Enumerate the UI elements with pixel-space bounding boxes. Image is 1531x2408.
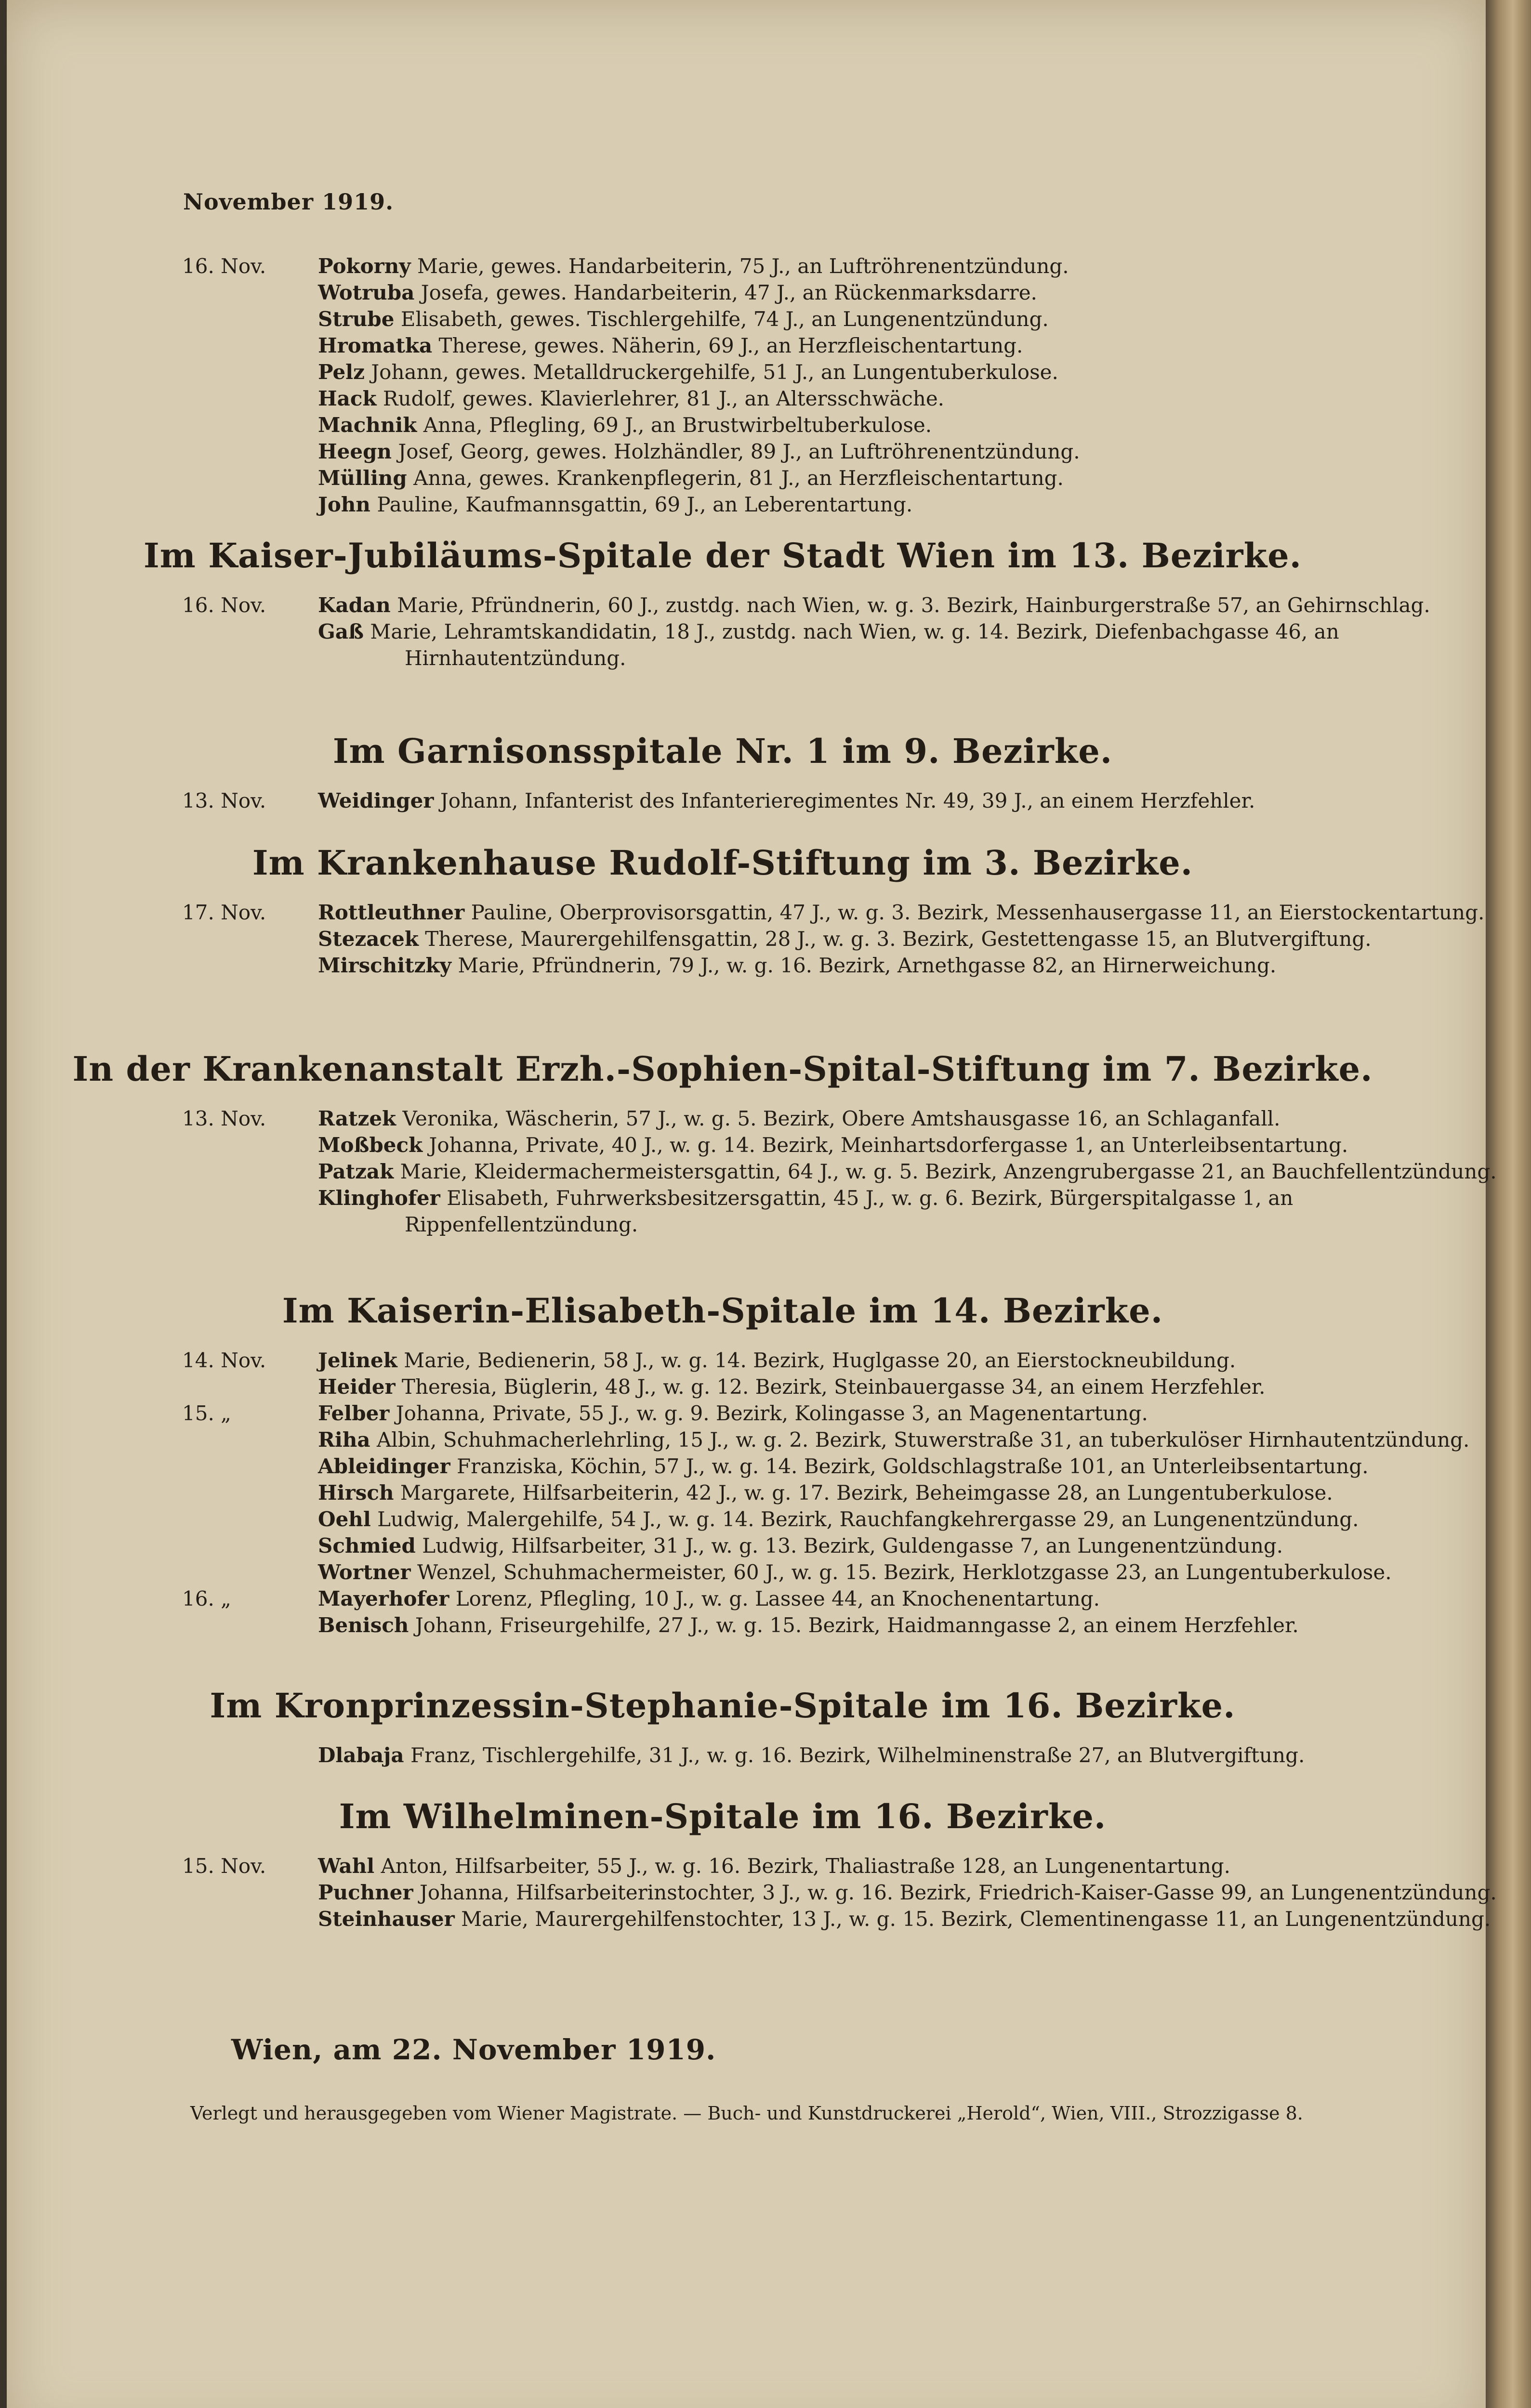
entry-details: Marie, Lehramtskandidatin, 18 J., zustdg. nach Wien, w. g. 14. Bezirk, Diefenbachgasse 46, an Hirnhautentzündung. xyxy=(364,620,1339,670)
closing-date-line: Wien, am 22. November 1919. xyxy=(231,2033,716,2066)
entry-details: Pauline, Oberprovisorsgattin, 47 J., w. g. 3. Bezirk, Messenhausergasse 11, an Eierstockentartung. xyxy=(464,901,1485,924)
deceased-surname: Hromatka xyxy=(318,334,433,357)
deceased-surname: Kadan xyxy=(318,593,391,617)
deceased-surname: Hirsch xyxy=(318,1481,394,1505)
entry-date: 16. Nov. xyxy=(182,593,266,617)
entry-text xyxy=(318,1453,1522,1479)
death-entry xyxy=(0,1453,1479,1479)
entry-details: Wenzel, Schuhmachermeister, 60 J., w. g. 15. Bezirk, Herklotzgasse 23, an Lungentuberkulose. xyxy=(410,1560,1392,1584)
entry-details: Josefa, gewes. Handarbeiterin, 47 J., an Rückenmarksdarre. xyxy=(414,281,1037,304)
entry-text xyxy=(318,1906,1522,1932)
entry-details: Theresia, Büglerin, 48 J., w. g. 12. Bezirk, Steinbauergasse 34, an einem Herzfehler. xyxy=(395,1375,1266,1399)
entry-text xyxy=(318,952,1522,979)
deceased-surname: Klinghofer xyxy=(318,1186,440,1210)
entry-text xyxy=(318,332,1522,359)
entry-details: Therese, Maurergehilfensgattin, 28 J., w. g. 3. Bezirk, Gestettengasse 15, an Blutvergiftung. xyxy=(418,927,1372,951)
hospital-section xyxy=(0,731,1479,814)
hospital-section xyxy=(0,1686,1479,1768)
entry-details: Marie, gewes. Handarbeiterin, 75 J., an Luftröhrenentzündung. xyxy=(410,254,1069,278)
entry-details: Josef, Georg, gewes. Holzhändler, 89 J., an Luftröhrenentzündung. xyxy=(392,440,1080,463)
deceased-surname: Moßbeck xyxy=(318,1133,423,1157)
entry-text xyxy=(318,1879,1522,1906)
entry-text xyxy=(318,306,1522,332)
entry-text xyxy=(318,1158,1522,1185)
entry-text xyxy=(318,1479,1522,1506)
entry-text xyxy=(318,279,1522,306)
entry-date: 16. „ xyxy=(182,1587,231,1610)
entry-details: Margarete, Hilfsarbeiterin, 42 J., w. g. 17. Bezirk, Beheimgasse 28, an Lungentuberkulose. xyxy=(394,1481,1333,1505)
section-heading: Im Wilhelminen-Spitale im 16. Bezirke. xyxy=(339,1796,1107,1836)
entry-text xyxy=(318,926,1522,952)
entry-details: Elisabeth, Fuhrwerksbesitzersgattin, 45 J., w. g. 6. Bezirk, Bürgerspitalgasse 1, an Rippenfellentzündung. xyxy=(405,1186,1293,1236)
deceased-surname: Machnik xyxy=(318,413,417,437)
entry-details: Elisabeth, gewes. Tischlergehilfe, 74 J., an Lungenentzündung. xyxy=(394,307,1049,331)
deceased-surname: Wahl xyxy=(318,1854,375,1878)
death-entry xyxy=(0,1347,1479,1374)
entry-date: 13. Nov. xyxy=(182,1107,266,1130)
entry-text xyxy=(318,491,1522,518)
death-entry xyxy=(0,618,1479,671)
hospital-section xyxy=(0,536,1479,671)
deceased-surname: Patzak xyxy=(318,1160,394,1183)
death-entry xyxy=(0,1506,1479,1532)
deceased-surname: Oehl xyxy=(318,1507,371,1531)
entry-details: Johann, Friseurgehilfe, 27 J., w. g. 15. Bezirk, Haidmanngasse 2, an einem Herzfehler. xyxy=(409,1613,1299,1637)
entry-text xyxy=(318,899,1522,926)
death-entry xyxy=(0,1585,1479,1612)
entry-text xyxy=(318,1374,1522,1400)
entry-details: Veronika, Wäscherin, 57 J., w. g. 5. Bezirk, Obere Amtshausgasse 16, an Schlaganfall. xyxy=(396,1107,1280,1130)
death-entry xyxy=(0,332,1479,359)
entry-details: Marie, Pfründnerin, 79 J., w. g. 16. Bezirk, Arnethgasse 82, an Hirnerweichung. xyxy=(451,954,1277,977)
entry-details: Franz, Tischlergehilfe, 31 J., w. g. 16. Bezirk, Wilhelminenstraße 27, an Blutvergiftung. xyxy=(404,1743,1305,1767)
entry-details: Anna, gewes. Krankenpflegerin, 81 J., an Herzfleischentartung. xyxy=(407,466,1064,490)
entry-text xyxy=(318,1853,1522,1879)
section-heading: Im Kaiser-Jubiläums-Spitale der Stadt Wien im 13. Bezirke. xyxy=(144,536,1302,576)
death-entry xyxy=(0,253,1479,279)
deceased-surname: John xyxy=(318,493,370,516)
hospital-section xyxy=(0,253,1479,518)
death-entry xyxy=(0,1559,1479,1585)
deceased-surname: Ableidinger xyxy=(318,1454,450,1478)
entry-text xyxy=(318,1532,1522,1559)
entry-date: 17. Nov. xyxy=(182,901,266,924)
deceased-surname: Weidinger xyxy=(318,789,434,812)
entry-text xyxy=(318,592,1522,618)
death-entry xyxy=(0,1374,1479,1400)
death-entry xyxy=(0,306,1479,332)
death-entry xyxy=(0,412,1479,438)
deceased-surname: Mirschitzky xyxy=(318,954,452,977)
deceased-surname: Strube xyxy=(318,307,395,331)
month-header: November 1919. xyxy=(183,189,394,215)
entry-text xyxy=(318,438,1522,465)
hospital-section xyxy=(0,1049,1497,1238)
entry-date: 13. Nov. xyxy=(182,789,266,812)
section-heading: Im Kronprinzessin-Stephanie-Spitale im 16. Bezirke. xyxy=(210,1686,1236,1726)
death-entry xyxy=(0,359,1479,385)
entry-text xyxy=(318,359,1522,385)
entry-text xyxy=(318,385,1522,412)
entry-details: Marie, Bedienerin, 58 J., w. g. 14. Bezirk, Huglgasse 20, an Eierstockneubildung. xyxy=(397,1348,1236,1372)
deceased-surname: Puchner xyxy=(318,1881,413,1904)
death-entry xyxy=(0,438,1479,465)
deceased-surname: Ratzek xyxy=(318,1107,396,1130)
deceased-surname: Mülling xyxy=(318,466,407,490)
deceased-surname: Mayerhofer xyxy=(318,1587,449,1610)
death-entry xyxy=(0,279,1479,306)
entry-text xyxy=(318,1347,1522,1374)
death-entry xyxy=(0,1132,1479,1158)
entry-text xyxy=(318,1742,1522,1768)
death-entry xyxy=(0,1158,1497,1185)
entry-details: Marie, Pfründnerin, 60 J., zustdg. nach Wien, w. g. 3. Bezirk, Hainburgerstraße 57, an Gehirnschlag. xyxy=(390,593,1430,617)
death-entry xyxy=(0,592,1479,618)
entry-text xyxy=(318,618,1522,671)
entry-details: Johanna, Private, 55 J., w. g. 9. Bezirk, Kolingasse 3, an Magenentartung. xyxy=(389,1401,1148,1425)
deceased-surname: Heider xyxy=(318,1375,396,1399)
deceased-surname: Wotruba xyxy=(318,281,415,304)
deceased-surname: Felber xyxy=(318,1401,390,1425)
entry-details: Pauline, Kaufmannsgattin, 69 J., an Leberentartung. xyxy=(370,493,913,516)
deceased-surname: Gaß xyxy=(318,620,364,643)
entry-text xyxy=(318,1585,1522,1612)
entry-text xyxy=(318,1506,1522,1532)
entry-text xyxy=(318,1426,1522,1453)
deceased-surname: Stezacek xyxy=(318,927,419,951)
deceased-surname: Pelz xyxy=(318,360,365,384)
section-heading: Im Krankenhause Rudolf-Stiftung im 3. Bezirke. xyxy=(252,843,1193,883)
entry-details: Marie, Maurergehilfenstochter, 13 J., w. g. 15. Bezirk, Clementinengasse 11, an Lungenentzündung. xyxy=(454,1907,1491,1931)
death-entry xyxy=(0,1906,1491,1932)
hospital-section xyxy=(0,1796,1497,1932)
death-entry xyxy=(0,926,1479,952)
death-entry xyxy=(0,1185,1479,1238)
deceased-surname: Pokorny xyxy=(318,254,411,278)
entry-details: Albin, Schuhmacherlehrling, 15 J., w. g. 2. Bezirk, Stuwerstraße 31, an tuberkulöser Hirnhautentzündung. xyxy=(370,1428,1470,1452)
section-heading: In der Krankenanstalt Erzh.-Sophien-Spital-Stiftung im 7. Bezirke. xyxy=(72,1049,1373,1089)
entry-details: Ludwig, Malergehilfe, 54 J., w. g. 14. Bezirk, Rauchfangkehrergasse 29, an Lungenentzündung. xyxy=(370,1507,1359,1531)
deceased-surname: Heegn xyxy=(318,440,392,463)
death-entry xyxy=(0,952,1479,979)
death-entry xyxy=(0,1479,1479,1506)
death-entry xyxy=(0,1400,1479,1426)
deceased-surname: Dlabaja xyxy=(318,1743,404,1767)
entry-details: Johann, Infanterist des Infanterieregimentes Nr. 49, 39 J., an einem Herzfehler. xyxy=(434,789,1255,812)
entry-details: Anton, Hilfsarbeiter, 55 J., w. g. 16. Bezirk, Thaliastraße 128, an Lungenentartung. xyxy=(374,1854,1231,1878)
death-entry xyxy=(0,787,1479,814)
death-entry xyxy=(0,1105,1479,1132)
entry-details: Ludwig, Hilfsarbeiter, 31 J., w. g. 13. Bezirk, Guldengasse 7, an Lungenentzündung. xyxy=(415,1534,1283,1557)
publisher-imprint: Verlegt und herausgegeben vom Wiener Magistrate. — Buch- und Kunstdruckerei „Herold“, Wien, VIII., Strozzigasse 8. xyxy=(190,2103,1303,2124)
deceased-surname: Wortner xyxy=(318,1560,411,1584)
entry-details: Anna, Pflegling, 69 J., an Brustwirbeltuberkulose. xyxy=(417,413,932,437)
death-entry xyxy=(0,1532,1479,1559)
entry-text xyxy=(318,253,1522,279)
deceased-surname: Schmied xyxy=(318,1534,416,1557)
hospital-section xyxy=(0,843,1485,979)
entry-date: 15. „ xyxy=(182,1401,231,1425)
death-entry xyxy=(0,1742,1479,1768)
death-entry xyxy=(0,899,1485,926)
section-heading: Im Garnisonsspitale Nr. 1 im 9. Bezirke. xyxy=(332,731,1113,771)
deceased-surname: Riha xyxy=(318,1428,370,1452)
entry-details: Rudolf, gewes. Klavierlehrer, 81 J., an Altersschwäche. xyxy=(376,387,945,410)
entry-details: Johanna, Hilfsarbeiterinstochter, 3 J., w. g. 16. Bezirk, Friedrich-Kaiser-Gasse 99, an Lungenentzündung. xyxy=(413,1881,1497,1904)
deceased-surname: Rottleuthner xyxy=(318,901,465,924)
entry-text xyxy=(318,1400,1522,1426)
entry-details: Marie, Kleidermachermeistersgattin, 64 J., w. g. 5. Bezirk, Anzengrubergasse 21, an Bauchfellentzündung. xyxy=(394,1160,1497,1183)
entry-text xyxy=(318,1559,1522,1585)
entry-text xyxy=(318,1185,1522,1238)
deceased-surname: Jelinek xyxy=(318,1348,397,1372)
entry-details: Therese, gewes. Näherin, 69 J., an Herzfleischentartung. xyxy=(432,334,1023,357)
entry-text xyxy=(318,1132,1522,1158)
entry-details: Franziska, Köchin, 57 J., w. g. 14. Bezirk, Goldschlagstraße 101, an Unterleibsentartung. xyxy=(450,1454,1369,1478)
death-entry xyxy=(0,465,1479,491)
entry-text xyxy=(318,412,1522,438)
hospital-section xyxy=(0,1291,1479,1638)
entry-text xyxy=(318,1105,1522,1132)
entry-text xyxy=(318,1612,1522,1638)
death-entry xyxy=(0,1879,1497,1906)
entry-text xyxy=(318,787,1522,814)
death-entry xyxy=(0,385,1479,412)
death-entry xyxy=(0,1612,1479,1638)
entry-text xyxy=(318,465,1522,491)
death-entry xyxy=(0,1426,1479,1453)
section-heading: Im Kaiserin-Elisabeth-Spitale im 14. Bezirke. xyxy=(282,1291,1163,1331)
entry-details: Johanna, Private, 40 J., w. g. 14. Bezirk, Meinhartsdorfergasse 1, an Unterleibsentartung. xyxy=(422,1133,1348,1157)
death-entry xyxy=(0,1853,1479,1879)
deceased-surname: Benisch xyxy=(318,1613,409,1637)
entry-details: Lorenz, Pflegling, 10 J., w. g. Lassee 44, an Knochenentartung. xyxy=(449,1587,1100,1610)
entry-date: 14. Nov. xyxy=(182,1348,266,1372)
entry-date: 16. Nov. xyxy=(182,254,266,278)
entry-details: Johann, gewes. Metalldruckergehilfe, 51 J., an Lungentuberkulose. xyxy=(364,360,1058,384)
entry-date: 15. Nov. xyxy=(182,1854,266,1878)
deceased-surname: Hack xyxy=(318,387,377,410)
death-entry xyxy=(0,491,1479,518)
deceased-surname: Steinhauser xyxy=(318,1907,455,1931)
